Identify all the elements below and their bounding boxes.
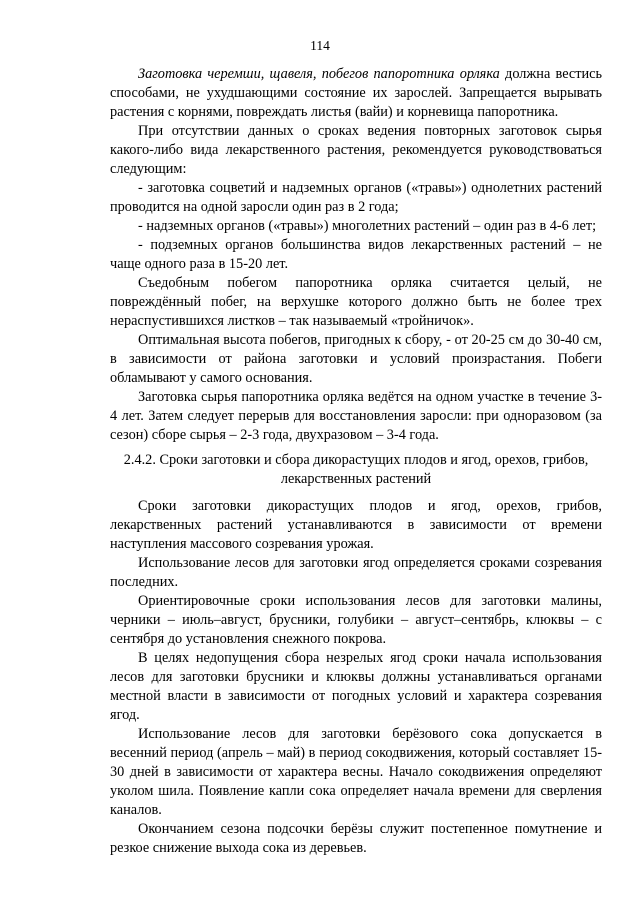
- heading-line: лекарственных растений: [280, 471, 432, 487]
- paragraph: Съедобным побегом папоротника орляка считается целый, не повреждённый побег, на верхушке которого должно быть не более трех нераспустившихся листков – так называемый «тройничок».: [110, 275, 602, 329]
- paragraph: Использование лесов для заготовки берёзового сока допускается в весенний период (апрель – май) в период сокодвижения, который составляет 15-30 дней в зависимости от характера весны. Начало сокодвижения определяют уколом шила. Появление капли сока определяет начала времени для сверления каналов.: [110, 726, 602, 818]
- paragraph: Оптимальная высота побегов, пригодных к сбору, - от 20-25 см до 30-40 см, в зависимости от района заготовки и условий произрастания. Побеги обламывают у самого основания.: [110, 332, 602, 386]
- italic-lead: Заготовка черемши, щавеля, побегов папоротника орляка: [138, 66, 500, 82]
- paragraph: [110, 65, 602, 122]
- list-paragraph: - заготовка соцветий и надземных органов («травы») однолетних растений проводится на одной заросли один раз в 2 года;: [110, 180, 602, 215]
- paragraph: При отсутствии данных о сроках ведения повторных заготовок сырья какого-либо вида лекарственного растения, рекомендуется руководствоваться следующим:: [110, 123, 602, 177]
- list-paragraph: - подземных органов большинства видов лекарственных растений – не чаще одного раза в 15-20 лет.: [110, 237, 602, 272]
- heading-line: 2.4.2. Сроки заготовки и сбора дикорастущих плодов и ягод, орехов, грибов,: [123, 452, 589, 468]
- paragraph: Использование лесов для заготовки ягод определяется сроками созревания последних.: [110, 555, 602, 590]
- paragraph: Заготовка сырья папоротника орляка ведётся на одном участке в течение 3-4 лет. Затем следует перерыв для восстановления заросли: при одноразовом (за сезон) сборе сырья – 2-3 года, двухразовом – 3-4 года.: [110, 389, 602, 443]
- paragraph: Ориентировочные сроки использования лесов для заготовки малины, черники – июль–август, брусники, голубики – август–сентябрь, клюквы – с сентября до установления снежного покрова.: [110, 593, 602, 647]
- paragraph: В целях недопущения сбора незрелых ягод сроки начала использования лесов для заготовки брусники и клюквы должны устанавливаться органами местной власти в зависимости от погодных условий и характера созревания ягод.: [110, 650, 602, 723]
- paragraph-text: должна вестись способами, не ухудшающими состояние их зарослей. Запрещается вырывать растения с корнями, повреждать листья (вайи) и корневища папоротника.: [110, 66, 603, 120]
- section-body-1: [110, 65, 602, 445]
- section-body-2: [110, 497, 602, 858]
- page-number: 114: [310, 38, 330, 53]
- paragraph: Сроки заготовки дикорастущих плодов и ягод, орехов, грибов, лекарственных растений устанавливаются в зависимости от времени наступления массового созревания урожая.: [110, 498, 602, 552]
- section-heading: [110, 451, 602, 489]
- paragraph: Окончанием сезона подсочки берёзы служит постепенное помутнение и резкое снижение выхода сока из деревьев.: [110, 821, 602, 856]
- list-paragraph: - надземных органов («травы») многолетних растений – один раз в 4-6 лет;: [138, 218, 597, 234]
